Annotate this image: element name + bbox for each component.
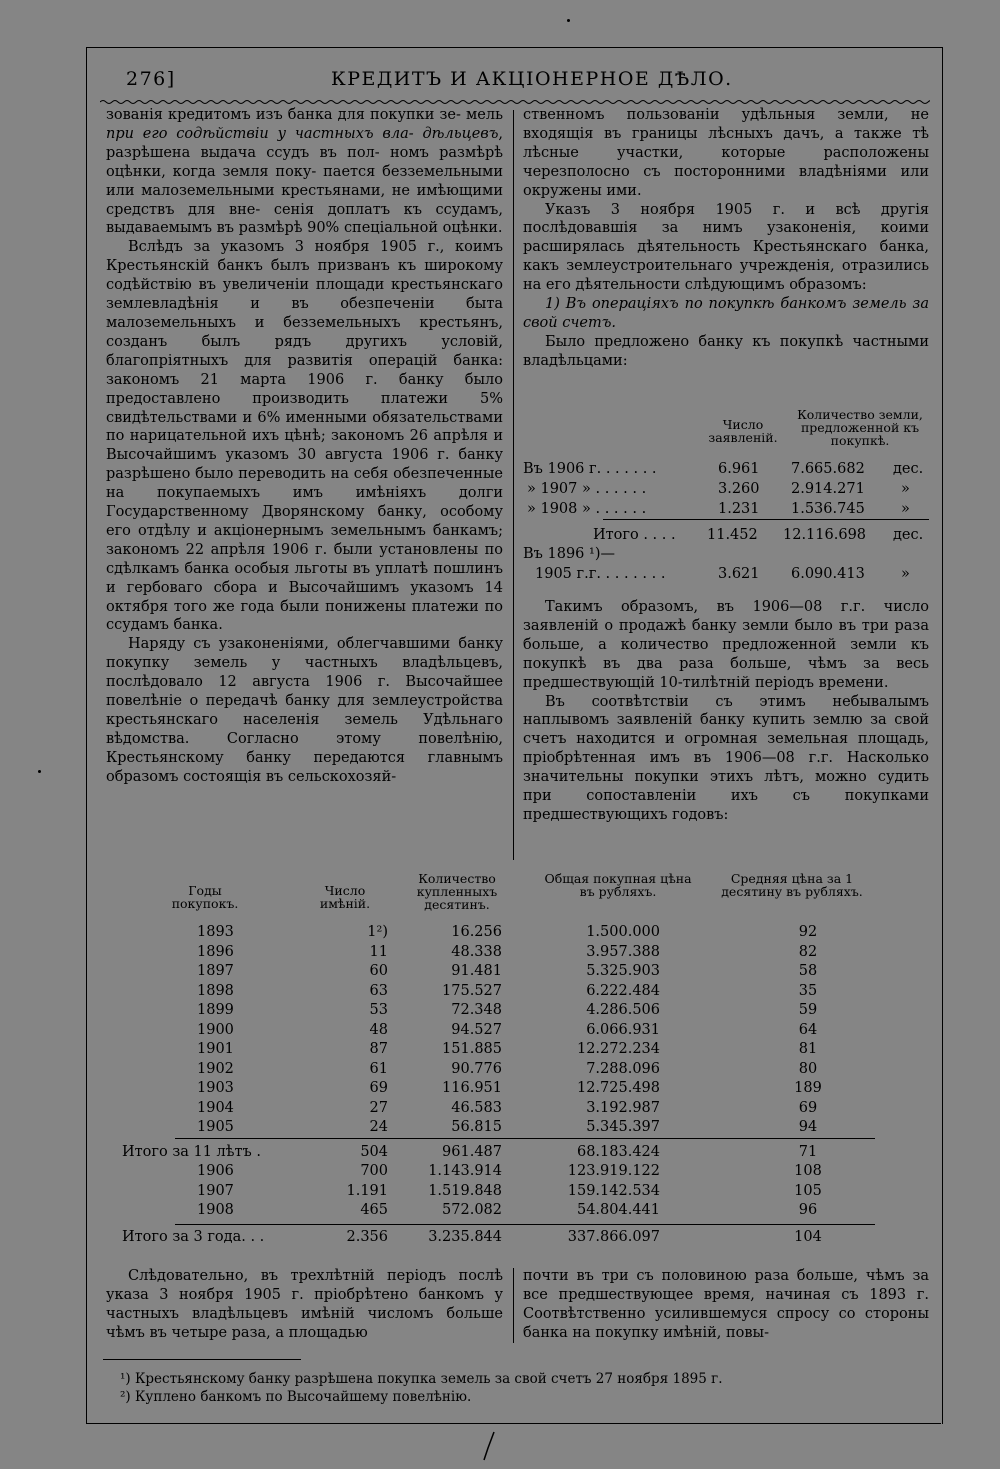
side-mark	[38, 770, 41, 773]
purchases-row-estates: 87	[369, 1041, 388, 1057]
purchases-header-avg: Средняя цѣна за 1 десятину въ рубляхъ.	[721, 871, 863, 899]
purchases-total-11: Итого за 11 лѣтъ .	[122, 1144, 261, 1160]
purchases-row: 1903	[197, 1080, 234, 1096]
left-column	[106, 106, 503, 787]
purchases-row-estates: 48	[369, 1021, 388, 1038]
bottom-right-text: почти въ три съ половиною раза больше, чѣмъ за все предшествующее время, начиная съ 1893 г. Соотвѣтственно усилившемуся спросу со стороны банка на покупку имѣнiй, повы-	[523, 1268, 929, 1341]
purchases-row-price: 159.142.534	[567, 1182, 660, 1199]
purchases-row-avg: 59	[798, 1002, 818, 1018]
footnote-rule	[103, 1359, 301, 1360]
purchases-row-price: 7.288.096	[586, 1060, 660, 1077]
purchases-row-desyat: 175.527	[442, 982, 502, 999]
left-paragraph-2: Вслѣдъ за указомъ 3 ноября 1905 г., коимъ Крестьянскiй банкъ былъ призванъ къ широкому содѣйствiю въ увеличенiи площади крестьянскаго землевладѣнiя и въ обезпеченiи быта малоземельныхъ и безземельныхъ крестьянъ, созданъ былъ рядъ другихъ условiй, благопрiятныхъ для развитiя операцiй банка: закономъ 21 марта 1906 г. банку было предоставлено производить платежи 5% свидѣтельствами и 6% именными обязательствами по нарицательной ихъ цѣнѣ; закономъ 26 апрѣля и Высочайшимъ указомъ 30 августа 1906 г. банку разрѣшено было переводить на себя обезпеченные на покупаемыхъ имъ имѣнiяхъ долги Государственному Дворянскому банку, особому его отдѣлу и акцiонернымъ земельнымъ банкамъ; закономъ 22 апрѣля 1906 г. были установлены по сдѣлкамъ банка особыя льготы въ уплатѣ пошлинъ и гербоваго сбора и Высочайшимъ указомъ 14 октября того же года были понижены платежи по ссудамъ банка.	[106, 239, 503, 634]
offers-header-count: Число заявленiй.	[708, 417, 778, 445]
purchases-row-price: 6.066.931	[586, 1021, 660, 1038]
offers-total-label: Итого . . . .	[593, 527, 676, 543]
footnotes	[120, 1370, 920, 1406]
purchases-total-11-avg: 71	[798, 1144, 818, 1160]
right-paragraph-4: Было предложено банку къ покупкѣ частными владѣльцами:	[523, 333, 929, 369]
purchases-row-price: 3.192.987	[586, 1099, 660, 1116]
purchases-row-estates: 63	[369, 982, 388, 999]
purchases-table	[110, 868, 940, 1258]
purchases-row-desyat: 48.338	[451, 943, 502, 960]
purchases-rule-2	[175, 1224, 875, 1225]
purchases-row-desyat: 90.776	[451, 1060, 502, 1077]
purchases-row-avg: 69	[798, 1099, 818, 1116]
left-paragraph-3: Наряду съ узаконенiями, облегчавшими банку покупку земель у частныхъ владѣльцевъ, послѣдовало 12 августа 1906 г. Высочайшее повелѣнiе о передачѣ банку для землеустройства крестьянскаго населенiя земель Удѣльнаго вѣдомства. Согласно этому повелѣнiю, Крестьянскому банку передаются главнымъ образомъ состоящiя въ сельскохозяй-	[106, 636, 503, 785]
top-mark	[567, 19, 570, 22]
right-paragraph-3: 1) Въ операцiяхъ по покупкѣ банкомъ земель за свой счетъ.	[523, 296, 929, 331]
offers-row: » 1907 » . . . . . .	[527, 481, 647, 497]
purchases-row: 1898	[197, 982, 234, 999]
purchases-header-desyat: Количество купленныхъ десятинъ.	[416, 871, 498, 912]
purchases-header-year: Годы покупокъ.	[171, 883, 239, 911]
column-divider	[513, 110, 514, 860]
purchases-row-avg: 82	[798, 943, 818, 960]
offers-row: » 1908 » . . . . . .	[527, 501, 647, 517]
purchases-row-avg: 64	[798, 1021, 818, 1038]
pen-mark	[478, 1430, 498, 1466]
purchases-row-desyat: 56.815	[451, 1119, 502, 1135]
left-paragraph-1: зованiя кредитомъ изъ банка для покупки зе- мель при его содѣйствiи у частныхъ вла- дѣльцевъ, разрѣшена выдача ссудъ въ пол- номъ размѣрѣ оцѣнки, когда земля поку- пается безземельными или малоземельными крестьянами, не имѣющими средствъ для вне- сенiя доплатъ къ ссудамъ, выдаваемымъ въ размѣрѣ 90% спецiальной оцѣнки.	[106, 107, 504, 237]
bottom-left-text: Слѣдовательно, въ трехлѣтнiй перiодъ послѣ указа 3 ноября 1905 г. прiобрѣтено банкомъ у частныхъ владѣльцевъ имѣнiй числомъ больше чѣмъ въ четыре раза, а площадью	[106, 1268, 503, 1341]
purchases-row-estates: 60	[369, 963, 388, 979]
purchases-row-desyat: 116.951	[442, 1080, 502, 1096]
purchases-row: 1900	[197, 1021, 234, 1038]
page-bottom-rule	[86, 1423, 941, 1424]
purchases-total-11-price: 68.183.424	[576, 1144, 660, 1160]
purchases-row-estates: 465	[360, 1202, 388, 1218]
purchases-row-avg: 81	[798, 1041, 818, 1057]
purchases-row-desyat: 72.348	[451, 1002, 502, 1018]
purchases-row-estates: 11	[369, 943, 388, 960]
purchases-row-avg: 80	[798, 1060, 818, 1077]
wavy-rule	[100, 98, 930, 106]
purchases-row: 1904	[197, 1099, 234, 1116]
purchases-row-estates: 700	[360, 1163, 388, 1179]
purchases-row-estates: 27	[369, 1099, 388, 1116]
purchases-row-desyat: 572.082	[442, 1202, 502, 1218]
purchases-row-price: 54.804.441	[576, 1202, 660, 1218]
purchases-row-avg: 35	[798, 982, 818, 999]
purchases-row-price: 6.222.484	[586, 982, 660, 999]
purchases-row: 1908	[197, 1202, 234, 1218]
purchases-row: 1906	[197, 1163, 234, 1179]
bottom-divider	[513, 1268, 514, 1343]
purchases-row: 1907	[197, 1182, 234, 1199]
purchases-row-desyat: 1.519.848	[428, 1182, 502, 1199]
purchases-row: 1905	[197, 1119, 234, 1135]
purchases-row: 1893	[197, 924, 234, 940]
purchases-total-11-estates: 504	[360, 1144, 388, 1160]
purchases-row-price: 123.919.122	[567, 1163, 660, 1179]
right-paragraph-5: Такимъ образомъ, въ 1906—08 г.г. число заявленiй о продажѣ банку земли было въ три раза больше, а количество предложенной земли къ покупкѣ въ два раза больше, чѣмъ за весь предшествующiй 10-тилѣтнiй перiодъ времени.	[523, 599, 929, 691]
purchases-total-3-desyat: 3.235.844	[428, 1229, 502, 1245]
page-number: 276]	[126, 68, 176, 90]
purchases-row-estates: 69	[369, 1080, 388, 1096]
purchases-row-price: 4.286.506	[586, 1002, 660, 1018]
purchases-row: 1901	[197, 1041, 234, 1057]
purchases-row-avg: 96	[798, 1202, 818, 1218]
page-header	[126, 68, 926, 98]
offers-table: Число заявленiй. Количество земли, предложенной къ покупкѣ. Въ 1906 г. . . . . . . 6.961 7.665.682 дес. » 1907 » . . . . . . 3.260 2.914.271 » » 1908 » . . . . . . 1.231 1.536.745 » Итого . . . . 11.452 12.116.698 дес. Въ 1896 ¹)— 1905 г.г. . . . . . . . 3.621 6.090.413 »	[523, 408, 933, 588]
purchases-row: 1897	[197, 963, 234, 979]
purchases-row-avg: 189	[794, 1080, 822, 1096]
purchases-row-estates: 1²)	[367, 924, 388, 940]
right-paragraph-6: Въ соотвѣтствiи съ этимъ небывалымъ наплывомъ заявленiй банку купить землю за свой счетъ находится и огромная земельная площадь, прiобрѣтенная имъ въ 1906—08 г.г. Насколько значительны покупки этихъ лѣтъ, можно судить при сопоставленiи ихъ съ покупками предшествующихъ годовъ:	[523, 693, 929, 823]
purchases-row: 1899	[197, 1002, 234, 1018]
purchases-row-estates: 61	[369, 1060, 388, 1077]
right-column	[523, 106, 929, 371]
purchases-total-11-desyat: 961.487	[442, 1144, 502, 1160]
purchases-row-estates: 1.191	[346, 1182, 388, 1199]
purchases-header-price: Общая покупная цѣна въ рубляхъ.	[544, 871, 692, 899]
purchases-row-avg: 105	[794, 1182, 822, 1199]
purchases-row-avg: 108	[794, 1163, 822, 1179]
purchases-row-estates: 24	[369, 1119, 388, 1135]
offers-extra-row: 1905 г.г. . . . . . . .	[535, 566, 666, 582]
purchases-row-desyat: 46.583	[451, 1099, 502, 1116]
purchases-row-avg: 58	[798, 963, 818, 979]
purchases-row-desyat: 1.143.914	[428, 1163, 502, 1179]
purchases-row-avg: 94	[798, 1119, 818, 1135]
purchases-row-price: 1.500.000	[586, 924, 660, 940]
offers-row: Въ 1906 г. . . . . . .	[523, 461, 657, 477]
right-paragraph-1: ственномъ пользованiи удѣльныя земли, не входящiя въ границы лѣсныхъ дачъ, а также тѣ лѣсные участки, которые расположены черезполосно съ посторонними владѣнiями или окружены ими.	[523, 107, 929, 199]
purchases-row-desyat: 151.885	[442, 1041, 502, 1057]
purchases-row-avg: 92	[798, 924, 818, 940]
purchases-total-3-price: 337.866.097	[567, 1229, 660, 1245]
footnote-1: ¹) Крестьянскому банку разрѣшена покупка земель за свой счетъ 27 ноября 1895 г.	[120, 1371, 723, 1387]
purchases-total-3: Итого за 3 года. . .	[122, 1229, 265, 1245]
purchases-row-price: 5.325.903	[586, 963, 660, 979]
purchases-row-desyat: 91.481	[451, 963, 502, 979]
offers-header-qty: Количество земли, предложенной къ покупкѣ.	[797, 407, 923, 448]
footnote-2: ²) Куплено банкомъ по Высочайшему повелѣнiю.	[120, 1389, 472, 1405]
right-paragraph-2: Указъ 3 ноября 1905 г. и всѣ другiя послѣдовавшiя за нимъ узаконенiя, коими расширялась дѣятельность Крестьянскаго банка, какъ землеустроительнаго учрежденiя, отразились на его дѣятельности слѣдующимъ образомъ:	[523, 201, 929, 294]
purchases-row-price: 3.957.388	[586, 943, 660, 960]
right-column-lower	[523, 598, 929, 825]
offers-total-rule	[603, 519, 929, 520]
purchases-total-3-avg: 104	[794, 1229, 822, 1245]
purchases-total-3-estates: 2.356	[346, 1229, 388, 1245]
purchases-rule-1	[175, 1138, 875, 1139]
running-title: КРЕДИТЪ И АКЦIОНЕРНОЕ ДѢЛО.	[331, 68, 733, 90]
purchases-row-price: 5.345.397	[586, 1119, 660, 1135]
purchases-row-price: 12.272.234	[576, 1041, 660, 1057]
purchases-row: 1902	[197, 1060, 234, 1077]
purchases-row-price: 12.725.498	[576, 1080, 660, 1096]
purchases-header-estates: Число имѣнiй.	[319, 883, 371, 911]
purchases-row-estates: 53	[369, 1002, 388, 1018]
purchases-row-desyat: 16.256	[451, 924, 502, 940]
purchases-row-desyat: 94.527	[451, 1021, 502, 1038]
offers-extra-label: Въ 1896 ¹)—	[523, 546, 615, 562]
purchases-row: 1896	[197, 943, 234, 960]
